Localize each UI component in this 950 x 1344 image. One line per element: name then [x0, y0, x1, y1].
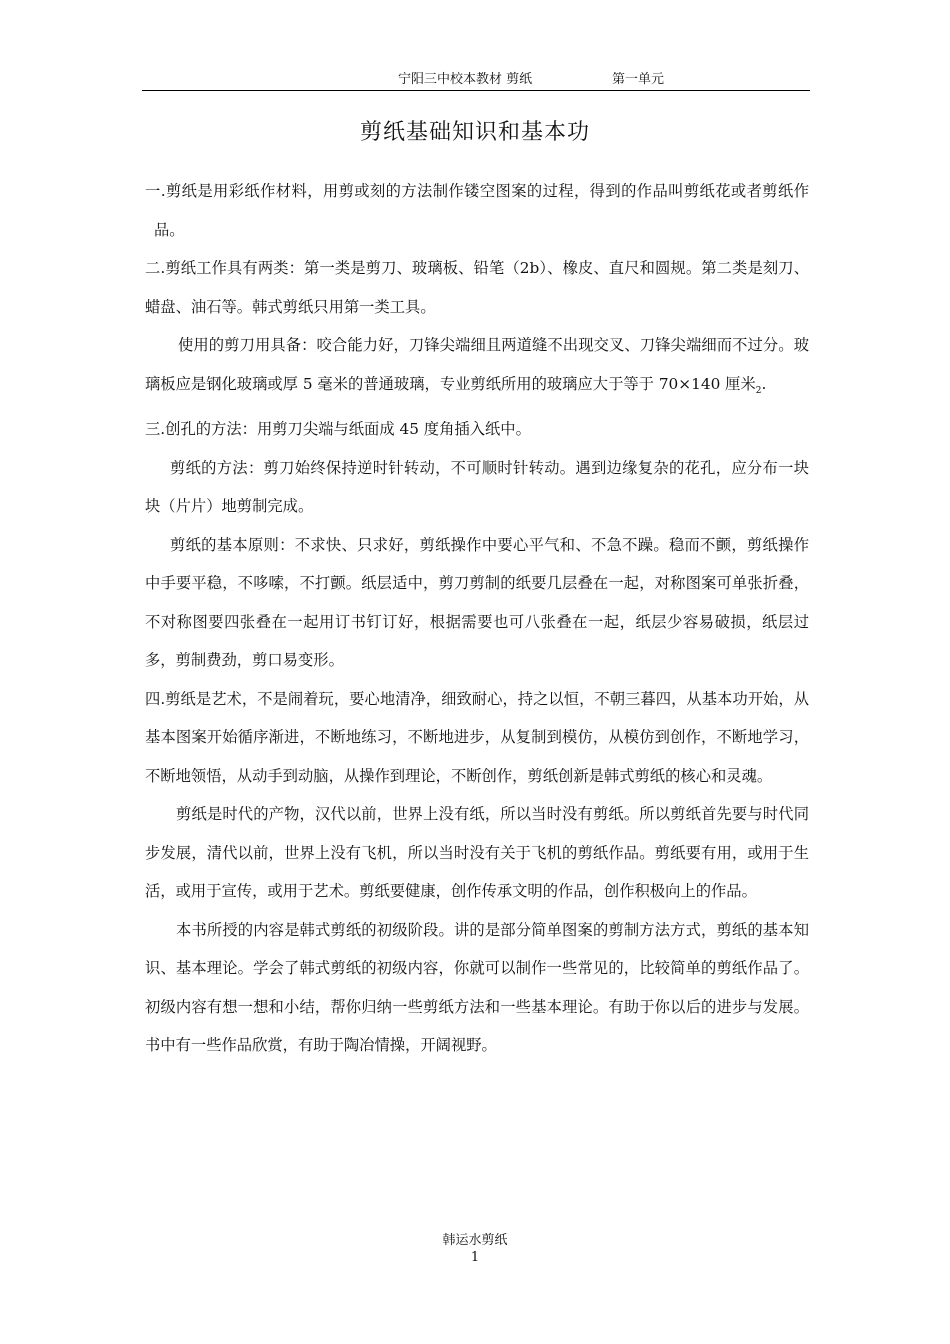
- page-footer: [0, 1232, 950, 1266]
- header-book-title: 宁阳三中校本教材 剪纸: [398, 72, 533, 87]
- paragraph-basic-principles: 剪纸的基本原则：不求快、只求好，剪纸操作中要心平气和、不急不躁。稳而不颤，剪纸操作中手要平稳，不哆嗦，不打颤。纸层适中，剪刀剪制的纸要几层叠在一起，对称图案可单张折叠，不对称图要四张叠在一起用订书钉订好，根据需要也可八张叠在一起，纸层少容易破损，纸层过多，剪制费劲，剪口易变形。: [145, 535, 809, 670]
- paragraph-book-contents: 本书所授的内容是韩式剪纸的初级阶段。讲的是部分简单图案的剪制方法方式，剪纸的基本知识、基本理论。学会了韩式剪纸的初级内容，你就可以制作一些常见的，比较简单的剪纸作品了。初级内容有想一想和小结，帮你归纳一些剪纸方法和一些基本理论。有助于你以后的进步与发展。书中有一些作品欣赏，有助于陶冶情操，开阔视野。: [145, 920, 809, 1055]
- page-title: 剪纸基础知识和基本功: [359, 120, 590, 145]
- footer-author: 韩运水剪纸: [442, 1233, 508, 1248]
- paragraph-cutting-method: 剪纸的方法：剪刀始终保持逆时针转动，不可顺时针转动。遇到边缘复杂的花孔，应分布一块块（片片）地剪制完成。: [145, 458, 809, 516]
- paragraph-art: 四.剪纸是艺术，不是闹着玩，要心地清净，细致耐心，持之以恒，不朝三暮四，从基本功开始，从基本图案开始循序渐进，不断地练习，不断地进步，从复制到模仿，从模仿到创作，不断地学习，不断地领悟，从动手到动脑，从操作到理论，不断创作，剪纸创新是韩式剪纸的核心和灵魂。: [145, 689, 809, 785]
- paragraph-tool-requirements: [145, 326, 809, 410]
- page-number: 1: [470, 1250, 480, 1265]
- header-unit: 第一单元: [612, 72, 665, 87]
- paragraph-definition: 一.剪纸是用彩纸作材料，用剪或刻的方法制作镂空图案的过程，得到的作品叫剪纸花或者剪纸作品。: [145, 182, 809, 239]
- document-body: [145, 172, 809, 1065]
- paragraph-tools: 二.剪纸工作具有两类：第一类是剪刀、玻璃板、铅笔（2b）、橡皮、直尺和圆规。第二类是刻刀、蜡盘、油石等。韩式剪纸只用第一类工具。: [145, 259, 809, 316]
- paragraph-era: 剪纸是时代的产物，汉代以前，世界上没有纸，所以当时没有剪纸。所以剪纸首先要与时代同步发展，清代以前，世界上没有飞机，所以当时没有关于飞机的剪纸作品。剪纸要有用，或用于生活，或用于宣传，或用于艺术。剪纸要健康，创作传承文明的作品，创作积极向上的作品。: [145, 805, 809, 901]
- tool-requirements-end: .: [761, 374, 767, 393]
- paragraph-hole-method: 三.创孔的方法：用剪刀尖端与纸面成 45 度角插入纸中。: [145, 420, 531, 439]
- tool-requirements-text: 使用的剪刀用具备：咬合能力好，刀锋尖端细且两道缝不出现交叉、刀锋尖端细而不过分。玻璃板应是钢化玻璃或厚 5 毫米的普通玻璃，专业剪纸所用的玻璃应大于等于 70×140 厘米: [145, 336, 809, 393]
- page-header: [142, 72, 810, 91]
- superscript-two: 2: [755, 385, 762, 396]
